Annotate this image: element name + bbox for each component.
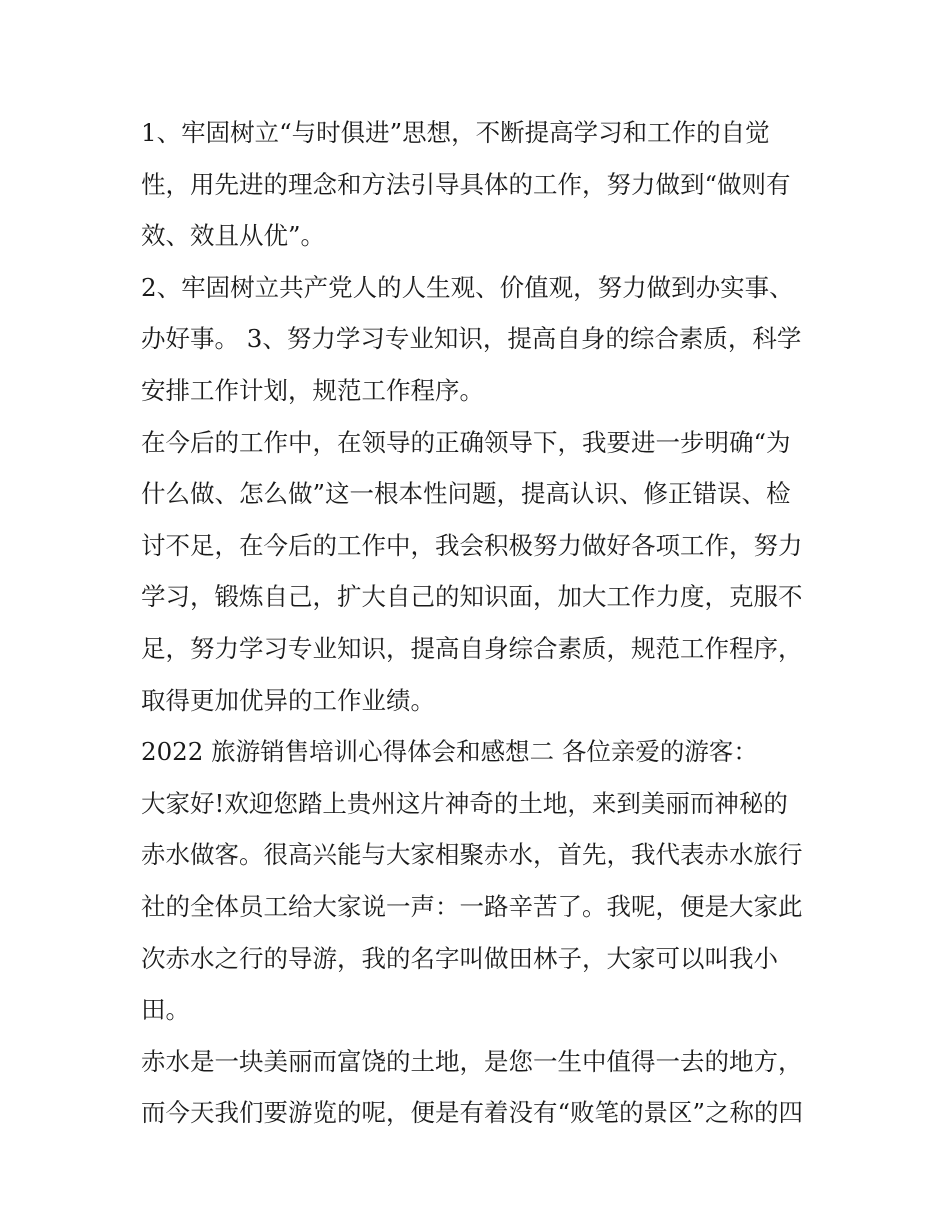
section-title-line: 2022 旅游销售培训心得体会和感想二 各位亲爱的游客： xyxy=(141,737,758,767)
text-line: 讨不足，在今后的工作中，我会积极努力做好各项工作，努力 xyxy=(141,530,803,560)
text-line: 取得更加优异的工作业绩。 xyxy=(141,685,435,715)
text-line: 在今后的工作中，在领导的正确领导下，我要进一步明确“为 xyxy=(141,427,791,457)
text-line: 1、牢固树立“与时俱进”思想，不断提高学习和工作的自觉 xyxy=(141,118,770,147)
text-line: 办好事。 3、努力学习专业知识，提高自身的综合素质，科学 xyxy=(141,324,802,354)
text-line: 性，用先进的理念和方法引导具体的工作，努力做到“做则有 xyxy=(141,169,791,199)
text-line: 足，努力学习专业知识，提高自身综合素质，规范工作程序， xyxy=(141,633,803,663)
text-line: 次赤水之行的导游，我的名字叫做田林子，大家可以叫我小 xyxy=(141,943,778,973)
text-line: 效、效且从优”。 xyxy=(141,221,326,251)
text-line: 赤水做客。很高兴能与大家相聚赤水，首先，我代表赤水旅行 xyxy=(141,840,803,870)
text-line: 安排工作计划，规范工作程序。 xyxy=(141,375,484,405)
text-line: 田。 xyxy=(141,995,190,1025)
text-line: 大家好!欢迎您踏上贵州这片神奇的土地，来到美丽而神秘的 xyxy=(141,788,788,818)
text-line: 赤水是一块美丽而富饶的土地，是您一生中值得一去的地方， xyxy=(141,1046,803,1076)
text-line: 学习，锻炼自己，扩大自己的知识面，加大工作力度，克服不 xyxy=(141,582,803,612)
text-line: 什么做、怎么做”这一根本性问题，提高认识、修正错误、检 xyxy=(141,479,791,509)
text-line: 社的全体员工给大家说一声：一路辛苦了。我呢，便是大家此 xyxy=(141,891,803,921)
text-line: 而今天我们要游览的呢，便是有着没有“败笔的景区”之称的四 xyxy=(141,1098,804,1128)
text-line: 2、牢固树立共产党人的人生观、价值观，努力做到办实事、 xyxy=(141,272,794,302)
document-body xyxy=(141,107,821,1139)
